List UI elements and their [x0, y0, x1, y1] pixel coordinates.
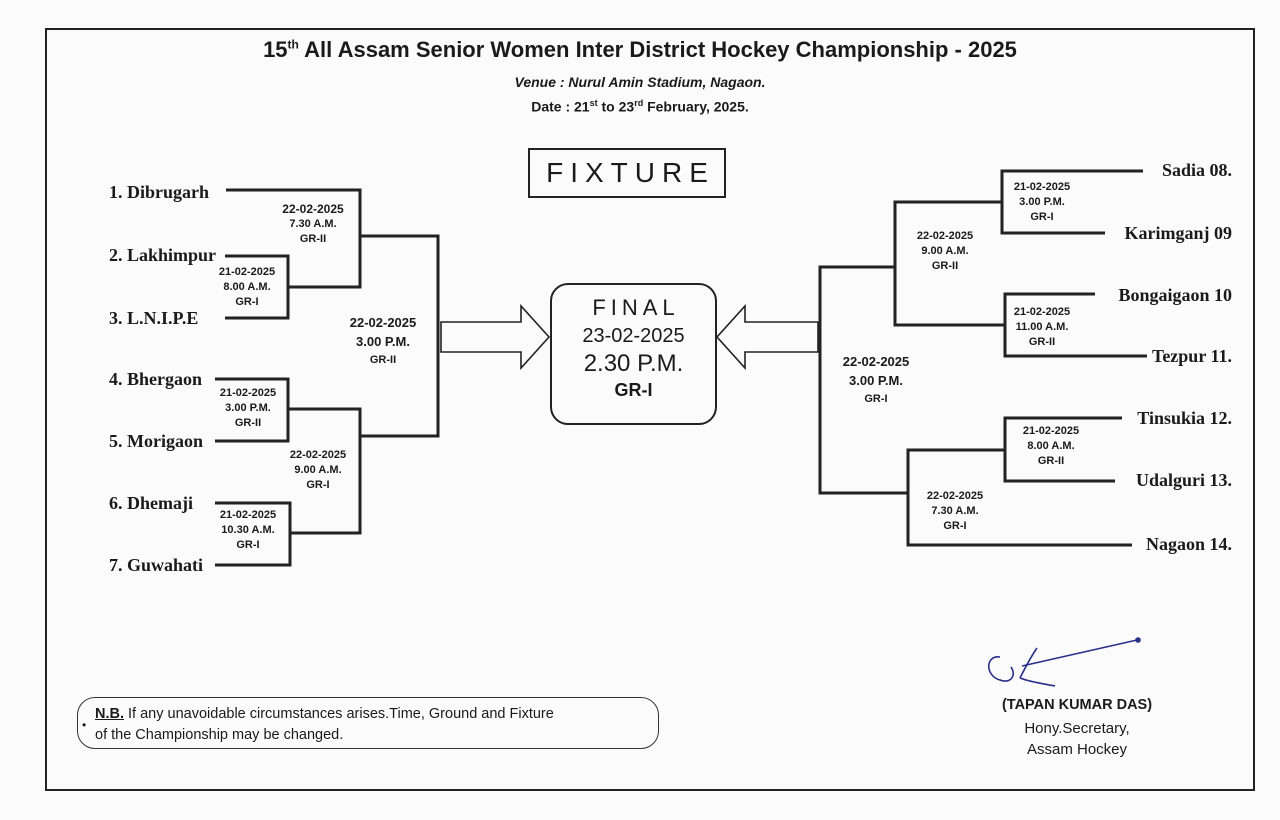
team-lakhimpur: 2. Lakhimpur [109, 245, 217, 265]
match-info: 22-02-2025 9.00 A.M. GR-I [289, 449, 347, 491]
team-tinsukia: Tinsukia 12. [1137, 408, 1232, 428]
page-title: 15th All Assam Senior Women Inter District Hockey Championship - 2025 [263, 37, 1017, 62]
match-info: 22-02-2025 7.30 A.M. GR-I [926, 490, 984, 532]
final-title: FINAL [592, 295, 680, 320]
venue-line: Venue : Nurul Amin Stadium, Nagaon. [514, 74, 766, 90]
final-date: 23-02-2025 [582, 325, 685, 347]
note-text-line2: of the Championship may be changed. [95, 727, 344, 743]
match-info: 21-02-2025 8.00 A.M. GR-II [1022, 425, 1080, 467]
final-time: 2.30 P.M. [583, 350, 684, 377]
note-label: N.B. [95, 706, 124, 722]
right-arrow-icon [717, 306, 818, 368]
note-text-line1: If any unavoidable circumstances arises.Time, Ground and Fixture [124, 706, 554, 722]
team-lnipe: 3. L.N.I.P.E [109, 308, 199, 328]
match-info: 22-02-2025 3.00 P.M. GR-I [842, 354, 910, 405]
team-bhergaon: 4. Bhergaon [109, 369, 203, 389]
team-udalguri: Udalguri 13. [1135, 470, 1232, 490]
fixture-heading: FIXTURE [528, 148, 726, 198]
match-info: 22-02-2025 9.00 A.M. GR-II [916, 230, 974, 272]
match-info: 21-02-2025 10.30 A.M. GR-I [219, 509, 277, 551]
team-nagaon: Nagaon 14. [1145, 534, 1232, 554]
team-sadia: Sadia 08. [1161, 160, 1232, 180]
match-info: 21-02-2025 11.00 A.M. GR-II [1013, 306, 1071, 348]
match-info: 21-02-2025 3.00 P.M. GR-II [219, 387, 277, 429]
team-morigaon: 5. Morigaon [109, 431, 203, 451]
team-karimganj: Karimganj 09 [1124, 223, 1232, 243]
match-info: 22-02-2025 7.30 A.M. GR-II [282, 202, 344, 245]
team-tezpur: Tezpur 11. [1151, 346, 1232, 366]
match-info: 21-02-2025 3.00 P.M. GR-I [1013, 181, 1071, 223]
left-arrow-icon [441, 306, 549, 368]
team-dibrugarh: 1. Dibrugarh [109, 182, 210, 202]
bullet-icon: • [82, 718, 87, 732]
note-box [77, 697, 659, 749]
team-dhemaji: 6. Dhemaji [109, 493, 193, 513]
match-info: 21-02-2025 8.00 A.M. GR-I [218, 266, 276, 308]
signatory-org: Assam Hockey [1026, 741, 1128, 758]
final-ground: GR-I [614, 380, 653, 400]
signatory-name: (TAPAN KUMAR DAS) [1001, 697, 1153, 713]
match-info: 22-02-2025 3.00 P.M. GR-II [349, 315, 417, 366]
final-box [550, 283, 717, 425]
team-guwahati: 7. Guwahati [109, 555, 204, 575]
team-bongaigaon: Bongaigaon 10 [1118, 285, 1232, 305]
date-line: Date : 21st to 23rd February, 2025. [531, 98, 749, 115]
signatory-title: Hony.Secretary, [1024, 720, 1130, 737]
signature-icon [989, 638, 1140, 686]
